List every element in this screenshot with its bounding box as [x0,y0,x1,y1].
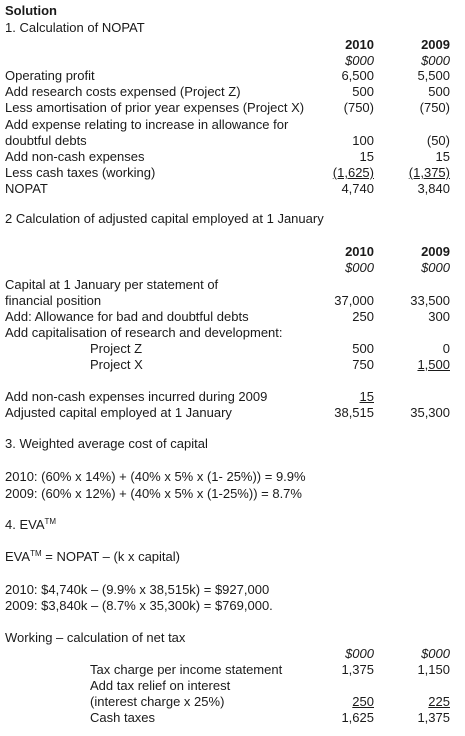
working-row-value-2009: 1,150 [417,662,450,677]
s2-row-value-2010: 38,515 [334,405,374,420]
s1-row-label: Add non-cash expenses [5,149,145,164]
s1-row-value-2010: 100 [352,133,374,148]
eva-2010-line: 2010: $4,740k – (9.9% x 38,515k) = $927,000 [5,582,270,597]
section-2-title: 2 Calculation of adjusted capital employed at 1 January [5,211,324,226]
trademark-superscript: TM [30,549,42,558]
s2-row-label: financial position [5,293,102,308]
working-row-label: Cash taxes [90,710,156,725]
s2-row-label: Project X [90,357,143,372]
section-4-title-text: 4. EVA [5,517,45,532]
working-title: Working – calculation of net tax [5,630,186,645]
s2-row-value-2009: 300 [428,309,450,324]
s2-row-value-2009: 1,500 [417,357,450,372]
working-row-label: Add tax relief on interest [90,678,231,693]
s2-unit-2010: $000 [345,260,374,275]
wacc-2009-line: 2009: (60% x 12%) + (40% x 5% x (1-25%)) = 8.7% [5,486,302,501]
s2-row-value-2010: 500 [352,341,374,356]
s2-row-value-2010: 250 [352,309,374,324]
s1-row-value-2009: (1,375) [408,165,450,180]
s1-row-value-2009: (750) [419,100,450,115]
s2-row-value-2010: 750 [352,357,374,372]
s1-row-value-2009: (50) [426,133,450,148]
section-4-title [5,517,56,533]
wacc-2010-line: 2010: (60% x 14%) + (40% x 5% x (1- 25%)) = 9.9% [5,469,306,484]
s1-row-value-2010: 15 [359,149,374,164]
s1-row-value-2009: 3,840 [417,181,450,196]
s2-row-label: Adjusted capital employed at 1 January [5,405,232,420]
working-row-label: Tax charge per income statement [90,662,283,677]
s2-row-value-2009: 33,500 [410,293,450,308]
working-row-value-2010: 1,375 [341,662,374,677]
s2-year-2009: 2009 [421,244,450,259]
s1-unit-2009: $000 [421,53,450,68]
s1-row-label: Less cash taxes (working) [5,165,156,180]
s2-row-label: Capital at 1 January per statement of [5,277,219,292]
trademark-superscript: TM [44,517,57,526]
eva-formula-rest: = NOPAT – (k x capital) [41,549,180,564]
s1-year-2009: 2009 [421,37,450,52]
s1-row-label: Operating profit [5,68,95,83]
s2-row-label: Add non-cash expenses incurred during 2009 [5,389,268,404]
working-row-value-2009: 1,375 [417,710,450,725]
s1-row-label: Less amortisation of prior year expenses (Project X) [5,100,305,115]
solution-heading: Solution [5,3,57,18]
s1-row-value-2009: 5,500 [417,68,450,83]
working-row-label: (interest charge x 25%) [90,694,225,709]
s1-row-value-2009: 500 [428,84,450,99]
s1-row-label: Add expense relating to increase in allowance for [5,117,289,132]
s1-row-value-2010: 6,500 [341,68,374,83]
s2-row-label: Add capitalisation of research and development: [5,325,283,340]
s1-row-value-2009: 15 [435,149,450,164]
working-row-value-2009: 225 [428,694,450,709]
s1-row-label: doubtful debts [5,133,87,148]
s2-row-label: Project Z [90,341,143,356]
s2-year-2010: 2010 [345,244,374,259]
s2-row-value-2010: 37,000 [334,293,374,308]
s1-year-2010: 2010 [345,37,374,52]
eva-2009-line: 2009: $3,840k – (8.7% x 35,300k) = $769,000. [5,598,273,613]
s2-row-value-2010: 15 [359,389,374,404]
working-row-value-2010: 250 [352,694,374,709]
eva-formula [5,549,180,565]
s1-unit-2010: $000 [345,53,374,68]
s1-row-label: Add research costs expensed (Project Z) [5,84,241,99]
working-row-value-2010: 1,625 [341,710,374,725]
s2-row-value-2009: 35,300 [410,405,450,420]
s2-unit-2009: $000 [421,260,450,275]
section-3-title: 3. Weighted average cost of capital [5,436,208,451]
s1-row-value-2010: 4,740 [341,181,374,196]
s2-row-label: Add: Allowance for bad and doubtful debts [5,309,249,324]
working-unit-2009: $000 [421,646,450,661]
s1-row-value-2010: (1,625) [332,165,374,180]
s2-row-value-2009: 0 [442,341,450,356]
section-1-title: 1. Calculation of NOPAT [5,20,145,35]
s1-row-value-2010: 500 [352,84,374,99]
s1-row-value-2010: (750) [343,100,374,115]
working-unit-2010: $000 [345,646,374,661]
eva-formula-prefix: EVA [5,549,31,564]
s1-row-label: NOPAT [5,181,48,196]
